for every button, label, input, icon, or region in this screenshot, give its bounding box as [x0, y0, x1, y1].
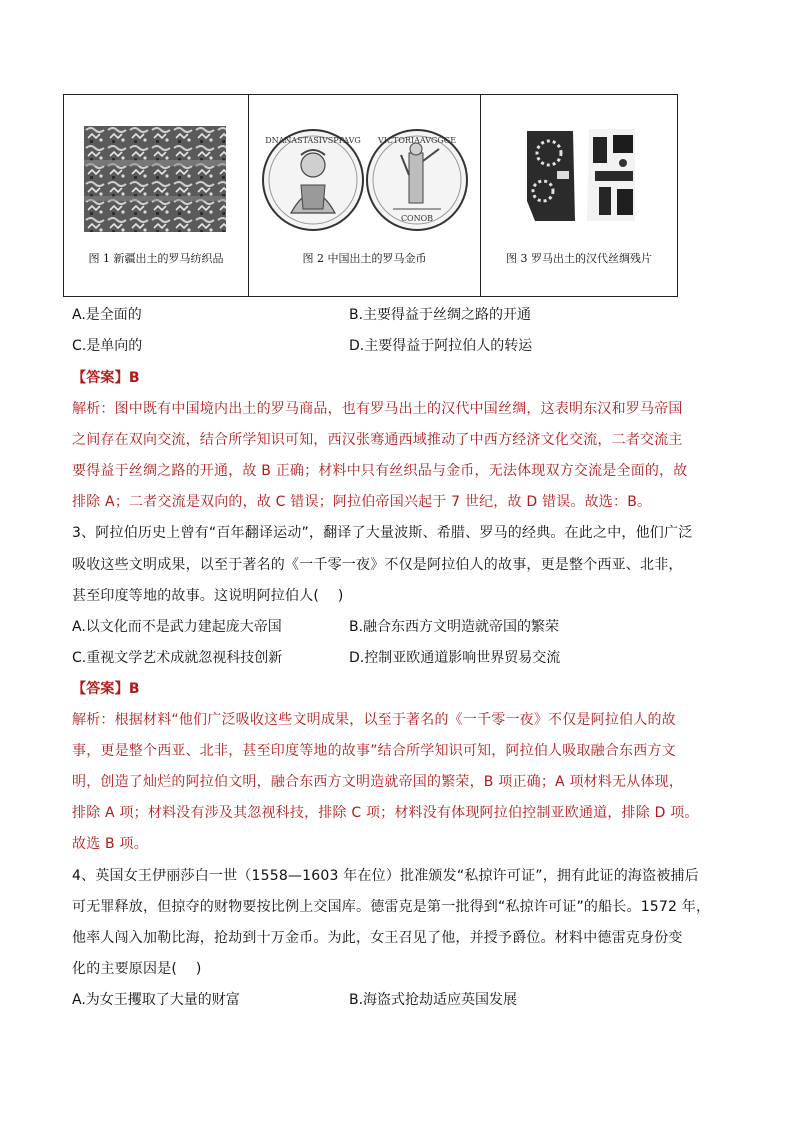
figure-2-caption: 图 2 中国出土的罗马金币 — [302, 252, 427, 265]
q4-option-a: A.为女王攫取了大量的财富 — [72, 992, 240, 1008]
figure-table — [63, 94, 678, 297]
q2-option-a: A.是全面的 — [72, 307, 142, 323]
q2-analysis-line-4: 排除 A；二者交流是双向的，故 C 错误；阿拉伯帝国兴起于 7 世纪，故 D 错误。故选：B。 — [72, 494, 652, 510]
q2-option-d: D.主要得益于阿拉伯人的转运 — [349, 338, 533, 354]
figure-3-caption: 图 3 罗马出土的汉代丝绸残片 — [506, 252, 652, 265]
q3-analysis-line-2: 事，更是整个西亚、北非，甚至印度等地的故事”结合所学知识可知，阿拉伯人吸取融合东西方文 — [72, 743, 676, 759]
coin-back-exergue: CONOB — [400, 214, 434, 223]
q3-option-c: C.重视文学艺术成就忽视科技创新 — [72, 650, 283, 666]
answer-letter: B — [128, 370, 140, 386]
q2-option-c: C.是单向的 — [72, 338, 143, 354]
answer-label: 【答案】 — [72, 681, 129, 697]
silk-fragment-image — [523, 127, 639, 223]
q2-analysis-line-3: 要得益于丝绸之路的开通，故 B 正确；材料中只有丝织品与金币，无法体现双方交流是全面的，故 — [72, 463, 688, 479]
q3-answer — [72, 679, 140, 699]
q3-stem-line-3: 甚至印度等地的故事。这说明阿拉伯人( ) — [72, 588, 344, 604]
coin-back-legend: VICTORIAAVGGGE — [377, 136, 457, 145]
q3-stem-line-2: 吸收这些文明成果，以至于著名的《一千零一夜》不仅是阿拉伯人的故事，更是整个西亚、北非， — [72, 557, 683, 573]
q4-stem-line-2: 可无罪释放，但掠夺的财物要按比例上交国库。德雷克是第一批得到“私掠许可证”的船长。1572 年， — [72, 899, 711, 915]
textile-image — [84, 126, 226, 232]
q3-stem-line-1: 3、阿拉伯历史上曾有“百年翻译运动”，翻译了大量波斯、希腊、罗马的经典。在此之中，他们广泛 — [72, 525, 693, 541]
figure-2 — [248, 95, 480, 296]
q3-analysis-line-3: 明，创造了灿烂的阿拉伯文明，融合东西方文明造就帝国的繁荣，B 项正确；A 项材料无从体现， — [72, 774, 684, 790]
q3-option-a: A.以文化而不是武力建起庞大帝国 — [72, 619, 282, 635]
q2-answer — [72, 368, 140, 388]
q3-analysis-line-4: 排除 A 项；材料没有涉及其忽视科技，排除 C 项；材料没有体现阿拉伯控制亚欧通道，排除 D 项。 — [72, 805, 699, 821]
q2-analysis-line-1: 解析：图中既有中国境内出土的罗马商品，也有罗马出土的汉代中国丝绸，这表明东汉和罗马帝国 — [72, 401, 683, 417]
q4-option-b: B.海盗式抢劫适应英国发展 — [349, 992, 518, 1008]
q3-analysis-line-1: 解析：根据材料“他们广泛吸收这些文明成果，以至于著名的《一千零一夜》不仅是阿拉伯人的故 — [72, 712, 676, 728]
q4-stem-line-4: 化的主要原因是( ) — [72, 961, 202, 977]
q3-option-b: B.融合东西方文明造就帝国的繁荣 — [349, 619, 560, 635]
answer-letter: B — [128, 681, 140, 697]
coin-front-legend: DNANASTASIVSPPAVG — [265, 136, 361, 145]
figure-3 — [480, 95, 677, 296]
q2-option-b: B.主要得益于丝绸之路的开通 — [349, 307, 532, 323]
q3-option-d: D.控制亚欧通道影响世界贸易交流 — [349, 650, 561, 666]
q4-stem-line-3: 他率人闯入加勒比海，抢劫到十万金币。为此，女王召见了他，并授予爵位。材料中德雷克身份变 — [72, 930, 683, 946]
gold-coin-image — [261, 125, 469, 235]
figure-1-caption: 图 1 新疆出土的罗马纺织品 — [88, 252, 224, 265]
q2-analysis-line-2: 之间存在双向交流，结合所学知识可知，西汉张骞通西域推动了中西方经济文化交流，二者交流主 — [72, 432, 683, 448]
answer-label: 【答案】 — [72, 370, 129, 386]
figure-1 — [64, 95, 248, 296]
q3-analysis-line-5: 故选 B 项。 — [72, 836, 148, 852]
q4-stem-line-1: 4、英国女王伊丽莎白一世（1558—1603 年在位）批准颁发“私掠许可证”，拥有此证的海盗被捕后 — [72, 868, 699, 884]
